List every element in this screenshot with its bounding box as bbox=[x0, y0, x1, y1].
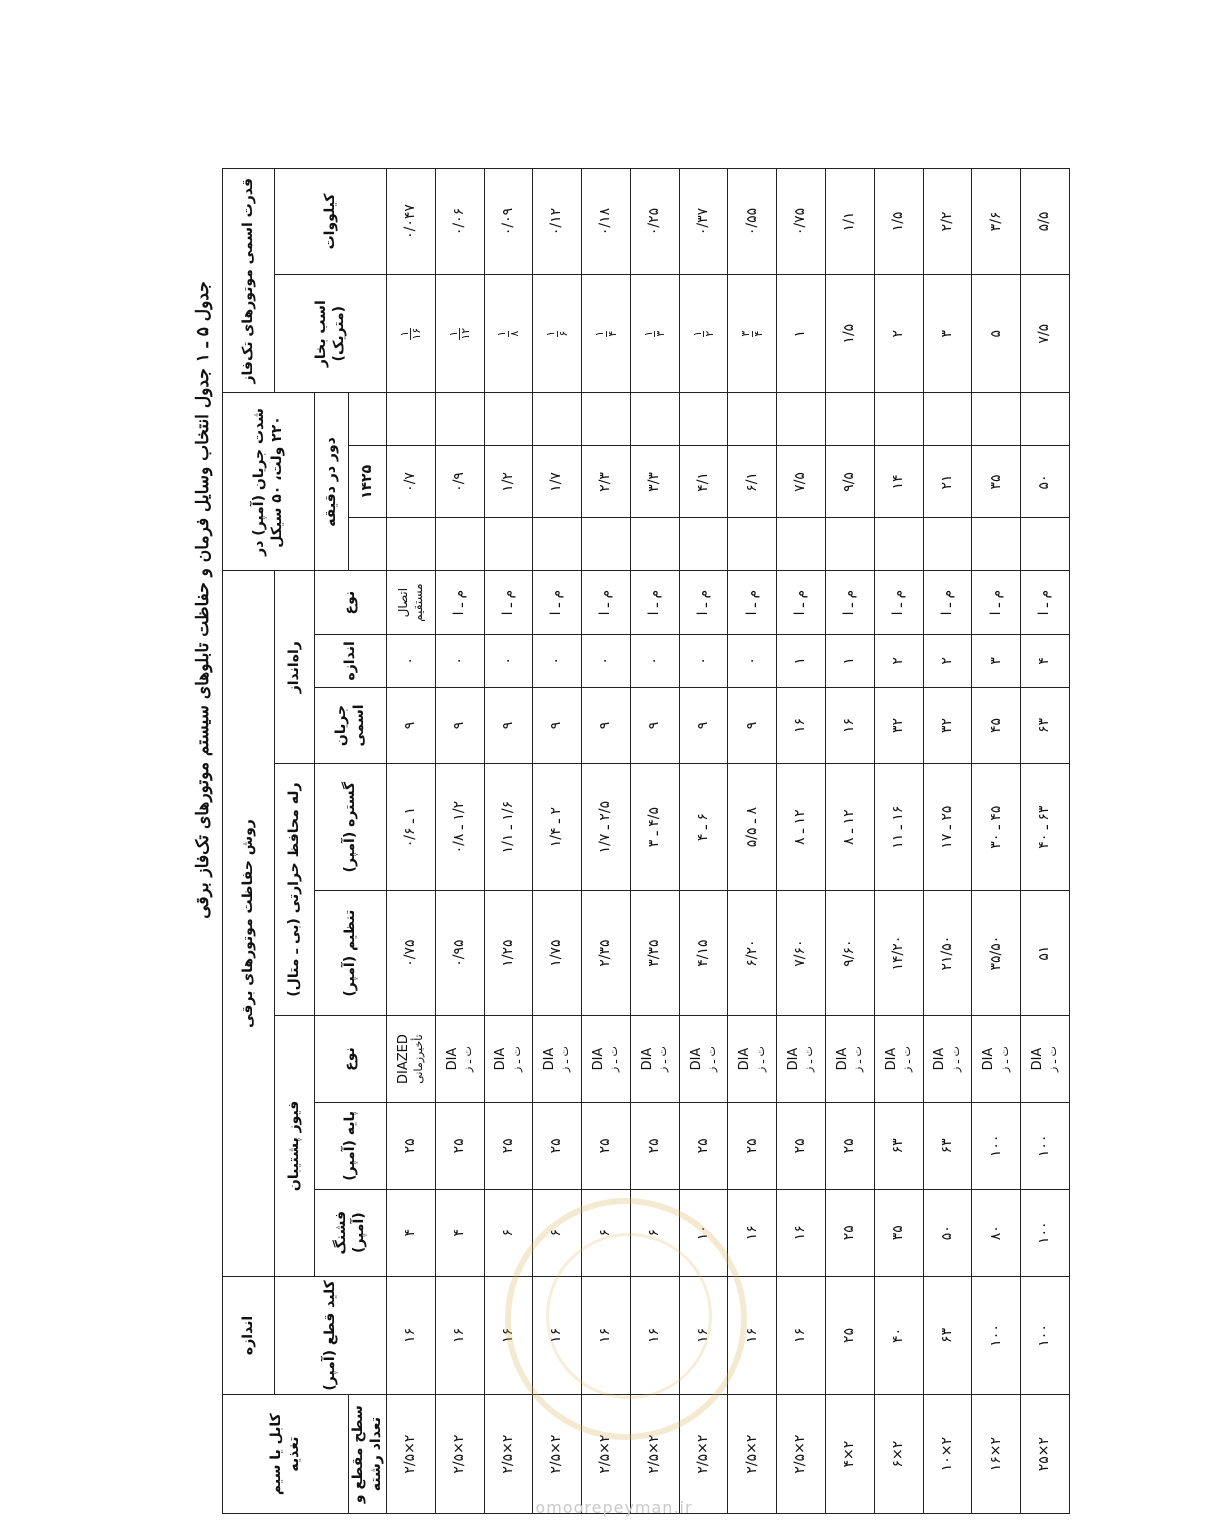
cell-fuse-base: ۲۵ bbox=[630, 1102, 679, 1189]
cell-amp: ۱/۷ bbox=[533, 446, 582, 518]
cell-starter-current: ۳۲ bbox=[874, 687, 923, 763]
cell-relay-set: ۲/۳۵ bbox=[582, 891, 631, 1016]
cell-kw: ۱/۱ bbox=[826, 169, 875, 275]
cell-rpm-blank-right bbox=[533, 518, 582, 571]
hp-fraction bbox=[692, 331, 716, 337]
cell-starter-size: ۰ bbox=[728, 634, 777, 687]
cell-fuse-base: ۲۵ bbox=[582, 1102, 631, 1189]
cell-starter-type: م ـ ا bbox=[972, 571, 1021, 635]
cell-relay-set: ۳/۳۵ bbox=[630, 891, 679, 1016]
cell-starter-type: اتصال مستقیم bbox=[387, 571, 436, 635]
cell-fuse-type bbox=[728, 1016, 777, 1103]
table-row bbox=[387, 169, 436, 1514]
cell-starter-type: م ـ ا bbox=[826, 571, 875, 635]
header-starter-current: جریان اسمی bbox=[315, 687, 387, 763]
header-starter-size: اندازه bbox=[315, 634, 387, 687]
cell-cable: ۲×۲۵ bbox=[1021, 1395, 1070, 1514]
hp-fraction bbox=[594, 331, 618, 337]
cell-switch: ۱۶ bbox=[728, 1276, 777, 1395]
cell-relay-set: ۱/۷۵ bbox=[533, 891, 582, 1016]
hp-numerator: ۱ bbox=[495, 330, 509, 337]
header-fuse-cartridge: فشنگ (آمپر) bbox=[315, 1189, 387, 1276]
cell-starter-type: م ـ ا bbox=[484, 571, 533, 635]
fuse-type-note: ت ـ ز bbox=[948, 1046, 962, 1072]
cell-amp: ۰/۹ bbox=[435, 446, 484, 518]
cell-starter-size: ۴ bbox=[1021, 634, 1070, 687]
cell-relay-set: ۳۵/۵۰ bbox=[972, 891, 1021, 1016]
cell-starter-current: ۹ bbox=[435, 687, 484, 763]
cell-hp: ۱/۵ bbox=[826, 274, 875, 393]
cell-rpm-blank-left bbox=[728, 393, 777, 446]
cell-rpm-blank-right bbox=[923, 518, 972, 571]
cell-fuse-type bbox=[923, 1016, 972, 1103]
cell-switch: ۲۵ bbox=[826, 1276, 875, 1395]
cell-hp bbox=[582, 274, 631, 393]
cell-rpm-blank-right bbox=[387, 518, 436, 571]
header-starter-group: راه‌انداز bbox=[275, 571, 315, 764]
cell-switch: ۱۶ bbox=[777, 1276, 826, 1395]
fuse-type-name: DIA bbox=[444, 1047, 460, 1071]
fuse-type-note: ت ـ ز bbox=[802, 1046, 816, 1072]
cell-fuse-type bbox=[679, 1016, 728, 1103]
cell-rpm-blank-left bbox=[582, 393, 631, 446]
cell-fuse-cartridge: ۱۰ bbox=[679, 1189, 728, 1276]
cell-fuse-cartridge: ۱۰۰ bbox=[1021, 1189, 1070, 1276]
cell-cable: ۲×۲/۵ bbox=[387, 1395, 436, 1514]
cell-rpm-blank-left bbox=[923, 393, 972, 446]
cell-starter-current: ۹ bbox=[728, 687, 777, 763]
cell-amp: ۶/۱ bbox=[728, 446, 777, 518]
header-relay-group: رله محافظ حرارتی (بی ـ متال) bbox=[275, 764, 315, 1016]
cell-switch: ۱۶ bbox=[679, 1276, 728, 1395]
cell-relay-set: ۱۴/۲۰ bbox=[874, 891, 923, 1016]
cell-hp bbox=[533, 274, 582, 393]
cell-amp: ۲۱ bbox=[923, 446, 972, 518]
fuse-type-name: DIA bbox=[981, 1047, 997, 1071]
cell-starter-type: م ـ ا bbox=[777, 571, 826, 635]
fuse-type-name: DIA bbox=[639, 1047, 655, 1071]
cell-relay-set: ۴/۱۵ bbox=[679, 891, 728, 1016]
fuse-type-note: ت ـ ز bbox=[460, 1046, 474, 1072]
cell-rpm-blank-right bbox=[874, 518, 923, 571]
cell-starter-current: ۹ bbox=[630, 687, 679, 763]
table-caption: جدول ۵ ـ ۱ جدول انتخاب وسایل فرمان و حفاظت تابلوهای سیستم موتورهای تک‌فاز برقی bbox=[193, 281, 213, 919]
cell-cable: ۲×۲/۵ bbox=[484, 1395, 533, 1514]
cell-kw: ۰/۱۸ bbox=[582, 169, 631, 275]
site-watermark: omoorepeyman.ir bbox=[535, 1498, 693, 1517]
cell-fuse-base: ۱۰۰ bbox=[972, 1102, 1021, 1189]
cell-kw: ۰/۱۲ bbox=[533, 169, 582, 275]
cell-rpm-blank-right bbox=[972, 518, 1021, 571]
header-relay-set: تنظیم (آمپر) bbox=[315, 891, 387, 1016]
table-row bbox=[972, 169, 1021, 1514]
cell-amp: ۳۵ bbox=[972, 446, 1021, 518]
cell-starter-current: ۹ bbox=[387, 687, 436, 763]
cell-starter-size: ۲ bbox=[923, 634, 972, 687]
cell-relay-range: ۶۳ ـ ۴۰ bbox=[1021, 764, 1070, 891]
cell-amp: ۵۰ bbox=[1021, 446, 1070, 518]
cell-rpm-blank-left bbox=[484, 393, 533, 446]
cell-relay-range: ۱۲ ـ ۸ bbox=[777, 764, 826, 891]
cell-fuse-type bbox=[1021, 1016, 1070, 1103]
fuse-type-name: DIA bbox=[688, 1047, 704, 1071]
table-row bbox=[1021, 169, 1070, 1514]
cell-relay-set: ۹/۶۰ bbox=[826, 891, 875, 1016]
cell-fuse-base: ۲۵ bbox=[533, 1102, 582, 1189]
cell-relay-range: ۴/۵ ـ ۳ bbox=[630, 764, 679, 891]
cell-cable: ۲×۱۶ bbox=[972, 1395, 1021, 1514]
hp-denominator: ۶ bbox=[556, 330, 570, 337]
cell-rpm-blank-right bbox=[630, 518, 679, 571]
cell-rpm-blank-left bbox=[630, 393, 679, 446]
cell-starter-current: ۶۳ bbox=[1021, 687, 1070, 763]
header-power-group: قدرت اسمی موتورهای تک‌فاز bbox=[223, 169, 275, 394]
cell-cable: ۲×۲/۵ bbox=[728, 1395, 777, 1514]
cell-relay-range: ۲ ـ ۱/۴ bbox=[533, 764, 582, 891]
header-rpm-value: ۱۴۲۵ bbox=[349, 446, 387, 518]
cell-starter-current: ۳۲ bbox=[923, 687, 972, 763]
cell-fuse-cartridge: ۸۰ bbox=[972, 1189, 1021, 1276]
cell-fuse-type bbox=[826, 1016, 875, 1103]
cell-fuse-type bbox=[630, 1016, 679, 1103]
cell-starter-current: ۹ bbox=[484, 687, 533, 763]
cell-switch: ۱۶ bbox=[582, 1276, 631, 1395]
cell-fuse-cartridge: ۲۵ bbox=[826, 1189, 875, 1276]
cell-starter-size: ۳ bbox=[972, 634, 1021, 687]
cell-starter-type: م ـ ا bbox=[874, 571, 923, 635]
cell-amp: ۹/۵ bbox=[826, 446, 875, 518]
hp-numerator: ۳ bbox=[739, 330, 753, 337]
header-cable-group: کابل یا سیم تغذیه bbox=[223, 1395, 349, 1514]
cell-amp: ۷/۵ bbox=[777, 446, 826, 518]
cell-hp bbox=[679, 274, 728, 393]
cell-cable: ۲×۲/۵ bbox=[582, 1395, 631, 1514]
cell-starter-size: ۰ bbox=[630, 634, 679, 687]
cell-rpm-blank-right bbox=[728, 518, 777, 571]
cell-starter-type: م ـ ا bbox=[1021, 571, 1070, 635]
cell-starter-type: م ـ ا bbox=[533, 571, 582, 635]
cell-fuse-base: ۲۵ bbox=[728, 1102, 777, 1189]
cell-amp: ۳/۳ bbox=[630, 446, 679, 518]
hp-numerator: ۱ bbox=[641, 330, 655, 337]
header-starter-type: نوع bbox=[315, 571, 387, 635]
cell-hp: ۳ bbox=[923, 274, 972, 393]
cell-fuse-cartridge: ۴ bbox=[435, 1189, 484, 1276]
header-relay-range: گستره (آمپر) bbox=[315, 764, 387, 891]
header-kw: کیلووات bbox=[275, 169, 387, 275]
cell-fuse-base: ۱۰۰ bbox=[1021, 1102, 1070, 1189]
cell-rpm-blank-right bbox=[1021, 518, 1070, 571]
cell-relay-range: ۴۵ ـ ۳۰ bbox=[972, 764, 1021, 891]
seal-watermark bbox=[505, 1198, 747, 1440]
cell-cable: ۲×۲/۵ bbox=[679, 1395, 728, 1514]
cell-relay-set: ۷/۶۰ bbox=[777, 891, 826, 1016]
hp-denominator: ۴ bbox=[605, 330, 619, 337]
cell-rpm-blank-right bbox=[679, 518, 728, 571]
cell-starter-size: ۱ bbox=[777, 634, 826, 687]
header-hp: اسب بخار (متریک) bbox=[275, 274, 387, 393]
cell-fuse-base: ۶۳ bbox=[923, 1102, 972, 1189]
cell-rpm-blank-left bbox=[777, 393, 826, 446]
cell-kw: ۳/۶ bbox=[972, 169, 1021, 275]
cell-hp bbox=[435, 274, 484, 393]
cell-starter-size: ۰ bbox=[484, 634, 533, 687]
cell-starter-current: ۹ bbox=[582, 687, 631, 763]
fuse-type-name: DIA bbox=[542, 1047, 558, 1071]
cell-fuse-type bbox=[582, 1016, 631, 1103]
cell-fuse-base: ۲۵ bbox=[679, 1102, 728, 1189]
header-cable: سطح مقطع و تعداد رشته bbox=[349, 1395, 387, 1514]
cell-fuse-type bbox=[435, 1016, 484, 1103]
cell-starter-type: م ـ ا bbox=[630, 571, 679, 635]
fuse-type-note: ت ـ ز bbox=[997, 1046, 1011, 1072]
cell-rpm-blank-left bbox=[533, 393, 582, 446]
cell-kw: ۰/۲۵ bbox=[630, 169, 679, 275]
hp-fraction bbox=[496, 331, 520, 337]
cell-starter-current: ۱۶ bbox=[826, 687, 875, 763]
cell-switch: ۶۳ bbox=[923, 1276, 972, 1395]
cell-kw: ۵/۵ bbox=[1021, 169, 1070, 275]
cell-hp: ۱ bbox=[777, 274, 826, 393]
table-row bbox=[777, 169, 826, 1514]
hp-fraction bbox=[545, 331, 569, 337]
cell-rpm-blank-left bbox=[1021, 393, 1070, 446]
fuse-type-name: DIA bbox=[591, 1047, 607, 1071]
cell-rpm-blank-left bbox=[972, 393, 1021, 446]
hp-denominator: ۲ bbox=[703, 330, 717, 337]
cell-hp: ۵ bbox=[972, 274, 1021, 393]
cell-switch: ۱۶ bbox=[630, 1276, 679, 1395]
cell-hp: ۷/۵ bbox=[1021, 274, 1070, 393]
fuse-type-name: DIA bbox=[493, 1047, 509, 1071]
cell-relay-range: ۱۶ ـ ۱۱ bbox=[874, 764, 923, 891]
hp-denominator: ۸ bbox=[507, 330, 521, 337]
hp-denominator: ۴ bbox=[751, 330, 765, 337]
hp-numerator: ۱ bbox=[592, 330, 606, 337]
cell-cable: ۲×۲/۵ bbox=[435, 1395, 484, 1514]
header-rpm-label: دور در دقیقه bbox=[315, 393, 349, 571]
fuse-type-note: ت ـ ز bbox=[704, 1046, 718, 1072]
header-fuse-group: فیوز پشتیبان bbox=[275, 1016, 315, 1277]
cell-starter-current: ۹ bbox=[533, 687, 582, 763]
cell-relay-range: ۱/۲ ـ ۰/۸ bbox=[435, 764, 484, 891]
cell-fuse-base: ۲۵ bbox=[777, 1102, 826, 1189]
cell-rpm-blank-right bbox=[484, 518, 533, 571]
hp-denominator: ۱۲ bbox=[459, 327, 473, 340]
header-protection-group: روش حفاظت موتورهای برقی bbox=[223, 571, 275, 1276]
cell-rpm-blank-right bbox=[826, 518, 875, 571]
cell-kw: ۱/۵ bbox=[874, 169, 923, 275]
fuse-type-note: ت ـ ز bbox=[851, 1046, 865, 1072]
cell-relay-range: ۱/۶ ـ ۱/۱ bbox=[484, 764, 533, 891]
cell-kw: ۰/۷۵ bbox=[777, 169, 826, 275]
cell-starter-size: ۰ bbox=[435, 634, 484, 687]
cell-hp bbox=[630, 274, 679, 393]
cell-cable: ۲×۴ bbox=[826, 1395, 875, 1514]
cell-cable: ۲×۲/۵ bbox=[630, 1395, 679, 1514]
cell-rpm-blank-left bbox=[826, 393, 875, 446]
cell-starter-type: م ـ ا bbox=[435, 571, 484, 635]
cell-starter-type: م ـ ا bbox=[679, 571, 728, 635]
fuse-type-note: ت ـ ز bbox=[558, 1046, 572, 1072]
cell-fuse-type bbox=[777, 1016, 826, 1103]
cell-fuse-base: ۶۳ bbox=[874, 1102, 923, 1189]
cell-starter-current: ۴۵ bbox=[972, 687, 1021, 763]
fuse-type-name: DIA bbox=[883, 1047, 899, 1071]
cell-switch: ۱۰۰ bbox=[972, 1276, 1021, 1395]
cell-fuse-cartridge: ۶ bbox=[484, 1189, 533, 1276]
cell-amp: ۴/۱ bbox=[679, 446, 728, 518]
header-rpm-blank-right bbox=[349, 518, 387, 571]
header-current-group: شدت جریان (آمپر) در ۲۲۰ ولت، ۵۰ سیکل bbox=[223, 393, 315, 571]
cell-starter-current: ۱۶ bbox=[777, 687, 826, 763]
cell-hp bbox=[387, 274, 436, 393]
cell-relay-range: ۲۵ ـ ۱۷ bbox=[923, 764, 972, 891]
hp-numerator: ۱ bbox=[544, 330, 558, 337]
cell-relay-range: ۲/۵ ـ ۱/۷ bbox=[582, 764, 631, 891]
cell-starter-current: ۹ bbox=[679, 687, 728, 763]
cell-starter-size: ۰ bbox=[582, 634, 631, 687]
cell-relay-set: ۲۱/۵۰ bbox=[923, 891, 972, 1016]
cell-cable: ۲×۶ bbox=[874, 1395, 923, 1514]
cell-relay-set: ۶/۲۰ bbox=[728, 891, 777, 1016]
cell-kw: ۰/۵۵ bbox=[728, 169, 777, 275]
cell-rpm-blank-right bbox=[435, 518, 484, 571]
cell-starter-size: ۲ bbox=[874, 634, 923, 687]
cell-rpm-blank-left bbox=[435, 393, 484, 446]
hp-numerator: ۱ bbox=[690, 330, 704, 337]
fuse-type-note: ت ـ ز bbox=[509, 1046, 523, 1072]
cell-switch: ۱۶ bbox=[533, 1276, 582, 1395]
cell-starter-type: م ـ ا bbox=[728, 571, 777, 635]
hp-numerator: ۱ bbox=[397, 330, 411, 337]
cell-starter-size: ۰ bbox=[679, 634, 728, 687]
cell-fuse-base: ۲۵ bbox=[484, 1102, 533, 1189]
cell-kw: ۰/۰۶ bbox=[435, 169, 484, 275]
cell-starter-type: م ـ ا bbox=[923, 571, 972, 635]
cell-fuse-base: ۲۵ bbox=[435, 1102, 484, 1189]
cell-relay-set: ۱/۲۵ bbox=[484, 891, 533, 1016]
cell-fuse-cartridge: ۶ bbox=[630, 1189, 679, 1276]
cell-starter-size: ۰ bbox=[533, 634, 582, 687]
cell-rpm-blank-right bbox=[582, 518, 631, 571]
cell-hp bbox=[484, 274, 533, 393]
cell-rpm-blank-left bbox=[387, 393, 436, 446]
fuse-type-name: DIA bbox=[786, 1047, 802, 1071]
cell-amp: ۰/۷ bbox=[387, 446, 436, 518]
cell-fuse-cartridge: ۱۶ bbox=[777, 1189, 826, 1276]
fuse-type-note: ت ـ ز bbox=[656, 1046, 670, 1072]
fuse-type-note: ت ـ ز bbox=[753, 1046, 767, 1072]
cell-fuse-cartridge: ۱۶ bbox=[728, 1189, 777, 1276]
hp-fraction bbox=[740, 331, 764, 337]
cell-fuse-base: ۲۵ bbox=[826, 1102, 875, 1189]
cell-fuse-type bbox=[874, 1016, 923, 1103]
cell-hp: ۲ bbox=[874, 274, 923, 393]
cell-relay-set: ۰/۹۵ bbox=[435, 891, 484, 1016]
hp-numerator: ۱ bbox=[446, 330, 460, 337]
cell-starter-type: م ـ ا bbox=[582, 571, 631, 635]
table-row bbox=[923, 169, 972, 1514]
cell-fuse-type bbox=[533, 1016, 582, 1103]
cell-starter-size: ۰ bbox=[387, 634, 436, 687]
hp-fraction bbox=[399, 328, 423, 340]
cell-switch: ۱۰۰ bbox=[1021, 1276, 1070, 1395]
cell-fuse-type bbox=[972, 1016, 1021, 1103]
cell-amp: ۱/۲ bbox=[484, 446, 533, 518]
cell-cable: ۲×۲/۵ bbox=[777, 1395, 826, 1514]
cell-relay-range: ۸ ـ ۵/۵ bbox=[728, 764, 777, 891]
cell-fuse-cartridge: ۳۵ bbox=[874, 1189, 923, 1276]
cell-relay-range: ۶ ـ ۴ bbox=[679, 764, 728, 891]
cell-cable: ۲×۲/۵ bbox=[533, 1395, 582, 1514]
header-rpm-blank-left bbox=[349, 393, 387, 446]
fuse-type-name: DIA bbox=[932, 1047, 948, 1071]
hp-fraction bbox=[448, 328, 472, 340]
table-row bbox=[435, 169, 484, 1514]
fuse-type-note: تأخیرزمانی bbox=[412, 1034, 426, 1084]
header-switch-group: اندازه bbox=[223, 1276, 275, 1395]
table-row bbox=[874, 169, 923, 1514]
cell-relay-range: ۱ ـ ۰/۶ bbox=[387, 764, 436, 891]
fuse-type-name: DIA bbox=[834, 1047, 850, 1071]
cell-fuse-cartridge: ۶ bbox=[533, 1189, 582, 1276]
cell-kw: ۰/۰۹ bbox=[484, 169, 533, 275]
table-row bbox=[826, 169, 875, 1514]
cell-kw: ۰/۰۴۷ bbox=[387, 169, 436, 275]
cell-rpm-blank-right bbox=[777, 518, 826, 571]
cell-relay-range: ۱۲ ـ ۸ bbox=[826, 764, 875, 891]
hp-fraction bbox=[643, 331, 667, 337]
cell-amp: ۱۴ bbox=[874, 446, 923, 518]
cell-cable: ۲×۱۰ bbox=[923, 1395, 972, 1514]
hp-denominator: ۱۶ bbox=[410, 327, 424, 340]
fuse-type-name: DIA bbox=[1030, 1047, 1046, 1071]
cell-kw: ۰/۳۷ bbox=[679, 169, 728, 275]
cell-switch: ۱۶ bbox=[435, 1276, 484, 1395]
fuse-type-note: ت ـ ز bbox=[1046, 1046, 1060, 1072]
cell-switch: ۱۶ bbox=[387, 1276, 436, 1395]
cell-switch: ۴۰ bbox=[874, 1276, 923, 1395]
cell-fuse-base: ۲۵ bbox=[387, 1102, 436, 1189]
header-switch: کلید قطع (آمپر) bbox=[275, 1276, 387, 1395]
cell-fuse-cartridge: ۴ bbox=[387, 1189, 436, 1276]
cell-starter-size: ۱ bbox=[826, 634, 875, 687]
cell-fuse-type bbox=[387, 1016, 436, 1103]
header-fuse-type: نوع bbox=[315, 1016, 387, 1103]
fuse-type-name: DIAZED bbox=[395, 1034, 411, 1084]
fuse-type-name: DIA bbox=[737, 1047, 753, 1071]
cell-relay-set: ۰/۷۵ bbox=[387, 891, 436, 1016]
header-fuse-base: پایه (آمپر) bbox=[315, 1102, 387, 1189]
cell-fuse-cartridge: ۵۰ bbox=[923, 1189, 972, 1276]
cell-kw: ۲/۲ bbox=[923, 169, 972, 275]
cell-relay-set: ۵۱ bbox=[1021, 891, 1070, 1016]
cell-fuse-cartridge: ۶ bbox=[582, 1189, 631, 1276]
hp-denominator: ۳ bbox=[654, 330, 668, 337]
fuse-type-note: ت ـ ز bbox=[899, 1046, 913, 1072]
cell-amp: ۲/۳ bbox=[582, 446, 631, 518]
fuse-type-note: ت ـ ز bbox=[607, 1046, 621, 1072]
cell-fuse-type bbox=[484, 1016, 533, 1103]
cell-hp bbox=[728, 274, 777, 393]
cell-rpm-blank-left bbox=[874, 393, 923, 446]
cell-rpm-blank-left bbox=[679, 393, 728, 446]
cell-switch: ۱۶ bbox=[484, 1276, 533, 1395]
